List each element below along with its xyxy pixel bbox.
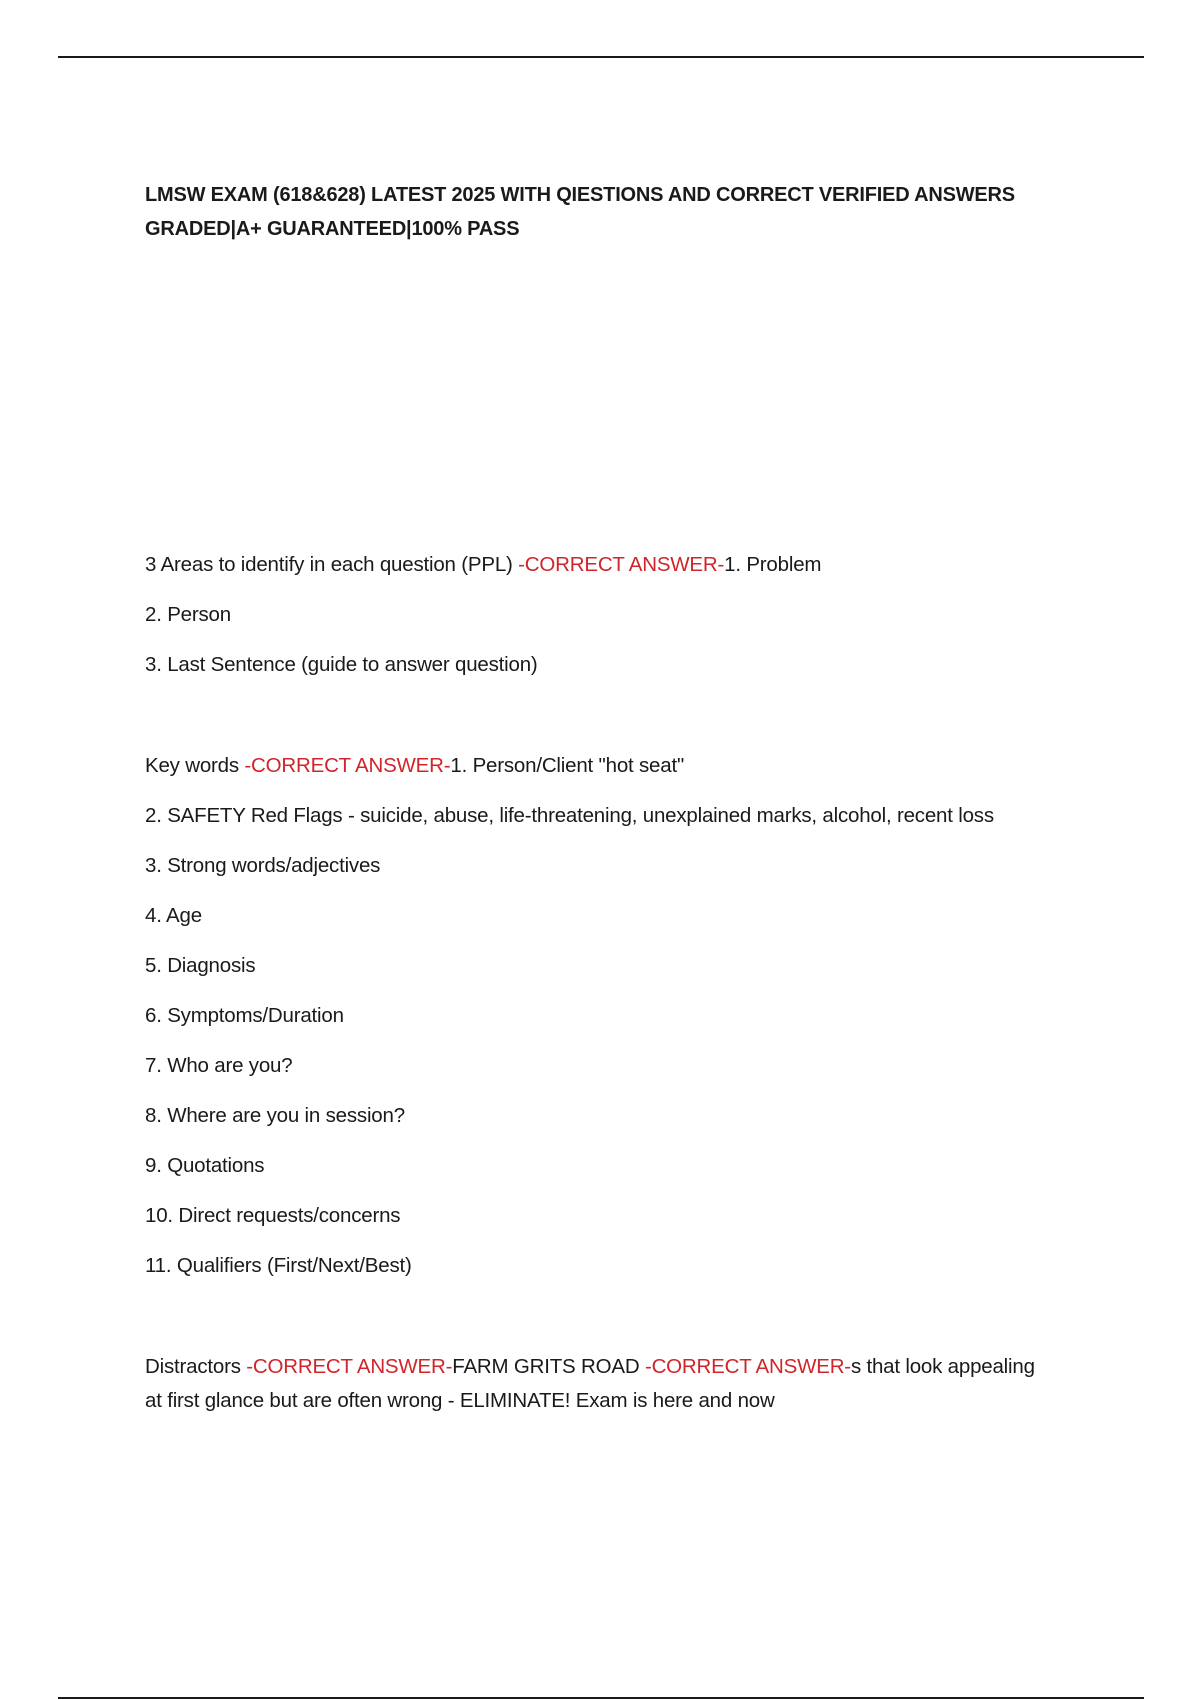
answer-text: 1. Problem [724, 553, 822, 576]
qa-question-line [145, 548, 1075, 582]
answer-item: 7. Who are you? [145, 1054, 293, 1077]
answer-item: 5. Diagnosis [145, 954, 256, 977]
title-line-2: GRADED|A+ GUARANTEED|100% PASS [145, 218, 520, 240]
correct-answer-marker: -CORRECT ANSWER- [246, 1355, 453, 1378]
question-text: Key words [145, 754, 245, 777]
qa-item-ppl [145, 548, 1075, 682]
qa-question-line [145, 749, 1075, 783]
answer-item: 3. Last Sentence (guide to answer question) [145, 653, 538, 676]
answer-item: 2. Person [145, 603, 231, 626]
answer-item: 9. Quotations [145, 1154, 265, 1177]
spacer [145, 1299, 1075, 1350]
answer-item: 2. SAFETY Red Flags - suicide, abuse, life-threatening, unexplained marks, alcohol, recent loss [145, 804, 994, 827]
title-line-1: LMSW EXAM (618&628) LATEST 2025 WITH QIESTIONS AND CORRECT VERIFIED ANSWERS [145, 184, 1015, 206]
bottom-rule [58, 1697, 1144, 1699]
document-body [145, 178, 1075, 1418]
qa-item-distractors [145, 1350, 1075, 1418]
question-text: 3 Areas to identify in each question (PPL) [145, 553, 519, 576]
answer-item: 3. Strong words/adjectives [145, 854, 381, 877]
answer-item: 4. Age [145, 904, 202, 927]
document-title [145, 178, 1075, 246]
answer-item: 11. Qualifiers (First/Next/Best) [145, 1254, 412, 1277]
answer-text: s that look appealing [850, 1355, 1035, 1378]
answer-text: at first glance but are often wrong - ELIMINATE! Exam is here and now [145, 1389, 775, 1412]
qa-question-line [145, 1350, 1075, 1418]
answer-text: FARM GRITS ROAD [452, 1355, 645, 1378]
correct-answer-marker: -CORRECT ANSWER- [644, 1355, 851, 1378]
answer-item: 6. Symptoms/Duration [145, 1004, 344, 1027]
correct-answer-marker: -CORRECT ANSWER- [244, 754, 451, 777]
answer-item: 10. Direct requests/concerns [145, 1204, 401, 1227]
qa-item-key-words [145, 749, 1075, 1283]
answer-item: 8. Where are you in session? [145, 1104, 405, 1127]
spacer [145, 246, 1075, 548]
top-rule [58, 56, 1144, 58]
correct-answer-marker: -CORRECT ANSWER- [518, 553, 725, 576]
answer-text: 1. Person/Client "hot seat" [450, 754, 685, 777]
spacer [145, 698, 1075, 749]
question-text: Distractors [145, 1355, 247, 1378]
